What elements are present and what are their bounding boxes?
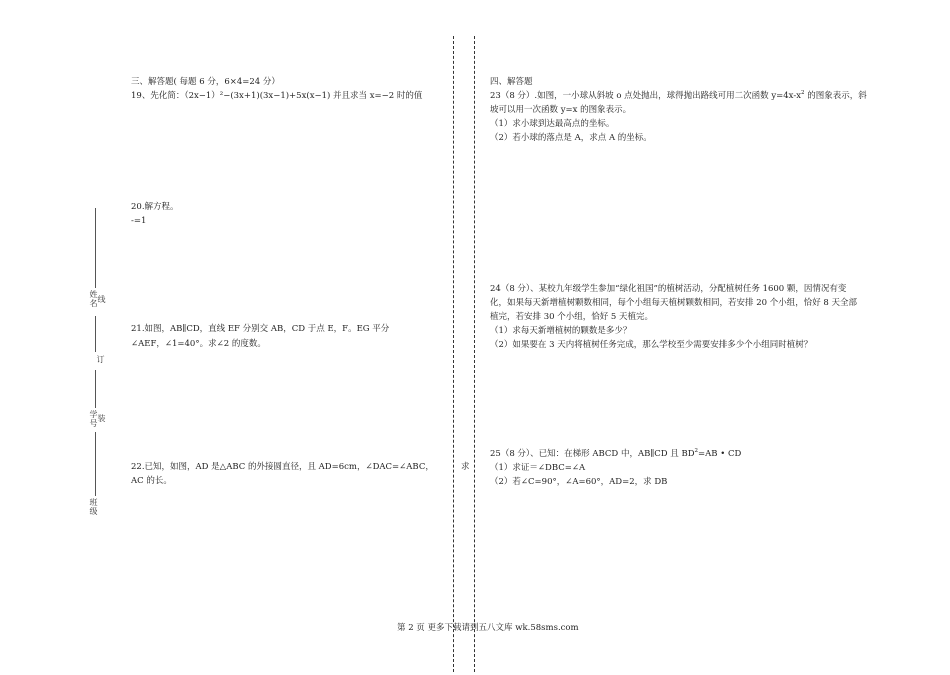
section4-title: 四、解答题 [490, 77, 533, 87]
binding-xian-1: 线 [97, 295, 106, 304]
binding-line-4 [95, 432, 96, 496]
question-22-line-2: AC 的长。 [131, 476, 172, 486]
question-22-continuation: 求 [461, 462, 470, 472]
binding-line-3 [95, 370, 96, 408]
binding-name-label: 姓名 [89, 290, 98, 308]
question-25-line-1: 25（8 分）、已知：在梯形 ABCD 中，AB∥CD 且 $BD^2=AB$ • CD [490, 448, 742, 459]
question-20-title: 20.解方程。 [131, 202, 179, 212]
question-23-line-1: 23（8 分）.如图，一小球从斜坡 o 点处抛出，球得抛出路线可用二次函数 $y=4x-x^2$ 的图象表示，斜 [490, 90, 867, 101]
binding-student-id-label: 学号 [89, 410, 98, 428]
page-footer: 第 2 页 更多下载请到五八文库 wk.58sms.com [397, 623, 579, 633]
question-23-part-2: （2）若小球的落点是 A，求点 A 的坐标。 [490, 133, 652, 143]
question-25-part-1: （1）求证＝∠DBC=∠A [490, 463, 586, 473]
binding-line-2 [95, 316, 96, 352]
question-24-part-2: （2）如果要在 3 天内将植树任务完成，那么学校至少需要安排多少个小组同时植树？ [490, 340, 813, 350]
question-22-line-1: 22.已知，如图，AD 是△ABC 的外接圆直径，且 AD=6cm，∠DAC=∠ABC， [131, 462, 434, 472]
section3-title: 三、解答题( 每题 6 分，6×4=24 分） [131, 77, 280, 87]
question-20-equation: -=1 [131, 216, 147, 226]
question-24-line-2: 化，如果每天新增植树颗数相同，每个小组每天植树颗数相同，若安排 20 个小组，恰好 8 天全部 [490, 298, 858, 308]
question-23-line-2: 坡可以用一次函数 y=x 的图象表示。 [490, 105, 632, 115]
question-21-line-2: ∠AEF，∠1=40°。求∠2 的度数。 [131, 339, 266, 349]
question-23-part-1: （1）求小球到达最高点的坐标。 [490, 119, 615, 129]
question-24-line-3: 植完，若安排 30 个小组，恰好 5 天植完。 [490, 312, 654, 322]
fold-line-left [453, 36, 454, 672]
fold-line-right [474, 36, 475, 672]
question-24-line-1: 24（8 分）、某校九年级学生参加“绿化祖国”的植树活动，分配植树任务 1600 颗，因情况有变 [490, 284, 847, 294]
question-24-part-1: （1）求每天新增植树的颗数是多少？ [490, 326, 632, 336]
binding-class-label: 班级 [89, 498, 98, 516]
question-25-part-2: （2）若∠C=90°，∠A=60°，AD=2，求 DB [490, 477, 668, 487]
binding-ding: 订 [96, 355, 105, 364]
binding-zhuang: 装 [97, 414, 106, 423]
question-21-line-1: 21.如图，AB∥CD，直线 EF 分别交 AB，CD 于点 E，F。EG 平分 [131, 324, 390, 334]
question-19: 19、先化简：（2x−1）²−(3x+1)(3x−1)+5x(x−1) 并且求当 x=−2 时的值 [131, 91, 423, 101]
binding-line-1 [95, 208, 96, 288]
